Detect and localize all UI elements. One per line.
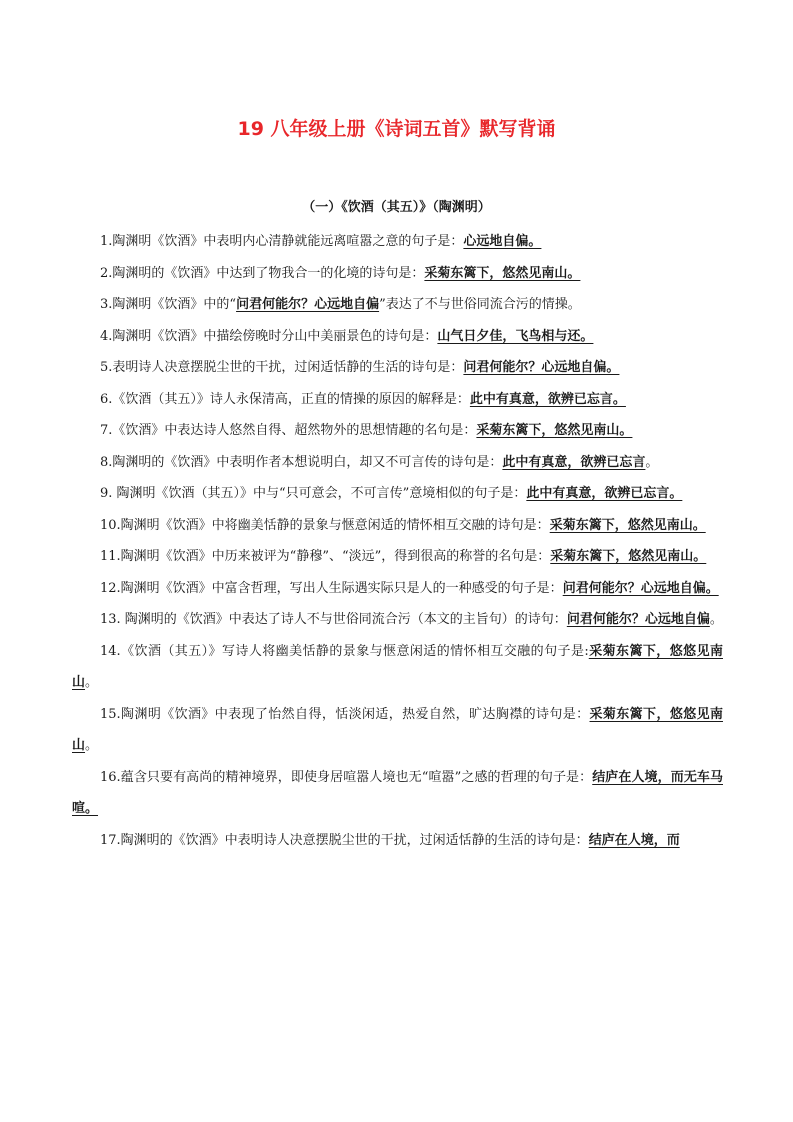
list-item — [72, 699, 723, 762]
question-text: 17.陶渊明的《饮酒》中表明诗人决意摆脱尘世的干扰，过闲适恬静的生活的诗句是： — [100, 832, 589, 848]
question-text: 6.《饮酒（其五）》诗人永保清高，正直的情操的原因的解释是： — [100, 391, 470, 407]
question-text: 4.陶渊明《饮酒》中描绘傍晚时分山中美丽景色的诗句是： — [100, 328, 438, 344]
list-item — [72, 415, 723, 447]
page-title: 19 八年级上册《诗词五首》默写背诵 — [237, 118, 556, 140]
question-text: 13. 陶渊明的《饮酒》中表达了诗人不与世俗同流合污（本文的主旨句）的诗句： — [100, 612, 567, 627]
question-text: 16.蕴含只要有高尚的精神境界，即使身居喧嚣人境也无“喧嚣”之感的哲理的句子是： — [100, 769, 593, 785]
list-item — [72, 447, 723, 479]
answer-text: 山气日夕佳，飞鸟相与还。 — [437, 328, 594, 344]
answer-text: 问君何能尔？心远地自偏 — [236, 297, 380, 312]
list-item — [72, 825, 723, 857]
question-text: 3.陶渊明《饮酒》中的“ — [100, 297, 237, 312]
answer-text: 采菊东篱下，悠悠见南山 — [72, 643, 723, 690]
list-item — [72, 762, 723, 825]
question-text: 10.陶渊明《饮酒》中将幽美恬静的景象与惬意闲适的情怀相互交融的诗句是： — [100, 517, 550, 533]
question-list — [72, 226, 723, 856]
list-item — [72, 478, 723, 510]
section-heading: （一）《饮酒（其五）》（陶渊明） — [302, 200, 491, 215]
question-text: 14.《饮酒（其五）》写诗人将幽美恬静的景象与惬意闲适的情怀相互交融的句子是: — [100, 643, 589, 659]
answer-text: 采菊东篱下，悠然见南山。 — [424, 265, 581, 281]
answer-text: 问君何能尔？心远地自偏。 — [562, 580, 719, 596]
question-text: 9. 陶渊明《饮酒（其五）》中与“只可意会，不可言传”意境相似的句子是： — [100, 486, 527, 501]
answer-text: 此中有真意，欲辨已忘言。 — [469, 391, 626, 407]
answer-text: 心远地自偏。 — [463, 234, 542, 249]
question-text: 11.陶渊明《饮酒》中历来被评为“静穆”、“淡远”，得到很高的称誉的名句是： — [100, 549, 551, 564]
answer-text: 采菊东篱下，悠然见南山。 — [549, 517, 706, 533]
answer-text: 问君何能尔？心远地自偏。 — [463, 360, 620, 375]
question-text: 12.陶渊明《饮酒》中富含哲理，写出人生际遇实际只是人的一种感受的句子是： — [100, 580, 563, 596]
list-item — [72, 636, 723, 699]
list-item — [72, 541, 723, 573]
answer-text: 采菊东篱下，悠然见南山。 — [476, 423, 633, 438]
answer-text: 问君何能尔？心远地自偏 — [566, 612, 710, 627]
list-item — [72, 226, 723, 258]
answer-text: 结庐在人境，而无车马喧。 — [72, 769, 723, 816]
answer-text: 采菊东篱下，悠悠见南山 — [72, 706, 723, 753]
question-tail: 。 — [85, 738, 99, 753]
answer-text: 采菊东篱下，悠然见南山。 — [550, 549, 707, 564]
list-item — [72, 384, 723, 416]
list-item — [72, 510, 723, 542]
answer-text: 此中有真意，欲辨已忘言。 — [526, 486, 683, 501]
list-item — [72, 573, 723, 605]
question-text: 1.陶渊明《饮酒》中表明内心清静就能远离喧嚣之意的句子是： — [100, 234, 464, 249]
list-item — [72, 352, 723, 384]
list-item — [72, 321, 723, 353]
answer-text: 此中有真意，欲辨已忘言 — [502, 454, 646, 470]
list-item — [72, 258, 723, 290]
question-tail: ”表达了不与世俗同流合污的情操。 — [379, 297, 581, 312]
question-text: 5.表明诗人决意摆脱尘世的干扰，过闲适恬静的生活的诗句是： — [100, 360, 464, 375]
answer-text: 结庐在人境，而 — [588, 832, 680, 848]
list-item — [72, 289, 723, 321]
question-text: 7.《饮酒》中表达诗人悠然自得、超然物外的思想情趣的名句是： — [100, 423, 477, 438]
question-tail: 。 — [645, 454, 659, 470]
question-tail: 。 — [85, 675, 99, 690]
question-tail: 。 — [709, 612, 723, 627]
question-text: 2.陶渊明的《饮酒》中达到了物我合一的化境的诗句是： — [100, 265, 425, 281]
question-text: 8.陶渊明的《饮酒》中表明作者本想说明白，却又不可言传的诗句是： — [100, 454, 503, 470]
question-text: 15.陶渊明《饮酒》中表现了怡然自得，恬淡闲适，热爱自然，旷达胸襟的诗句是： — [100, 706, 590, 722]
list-item — [72, 604, 723, 636]
